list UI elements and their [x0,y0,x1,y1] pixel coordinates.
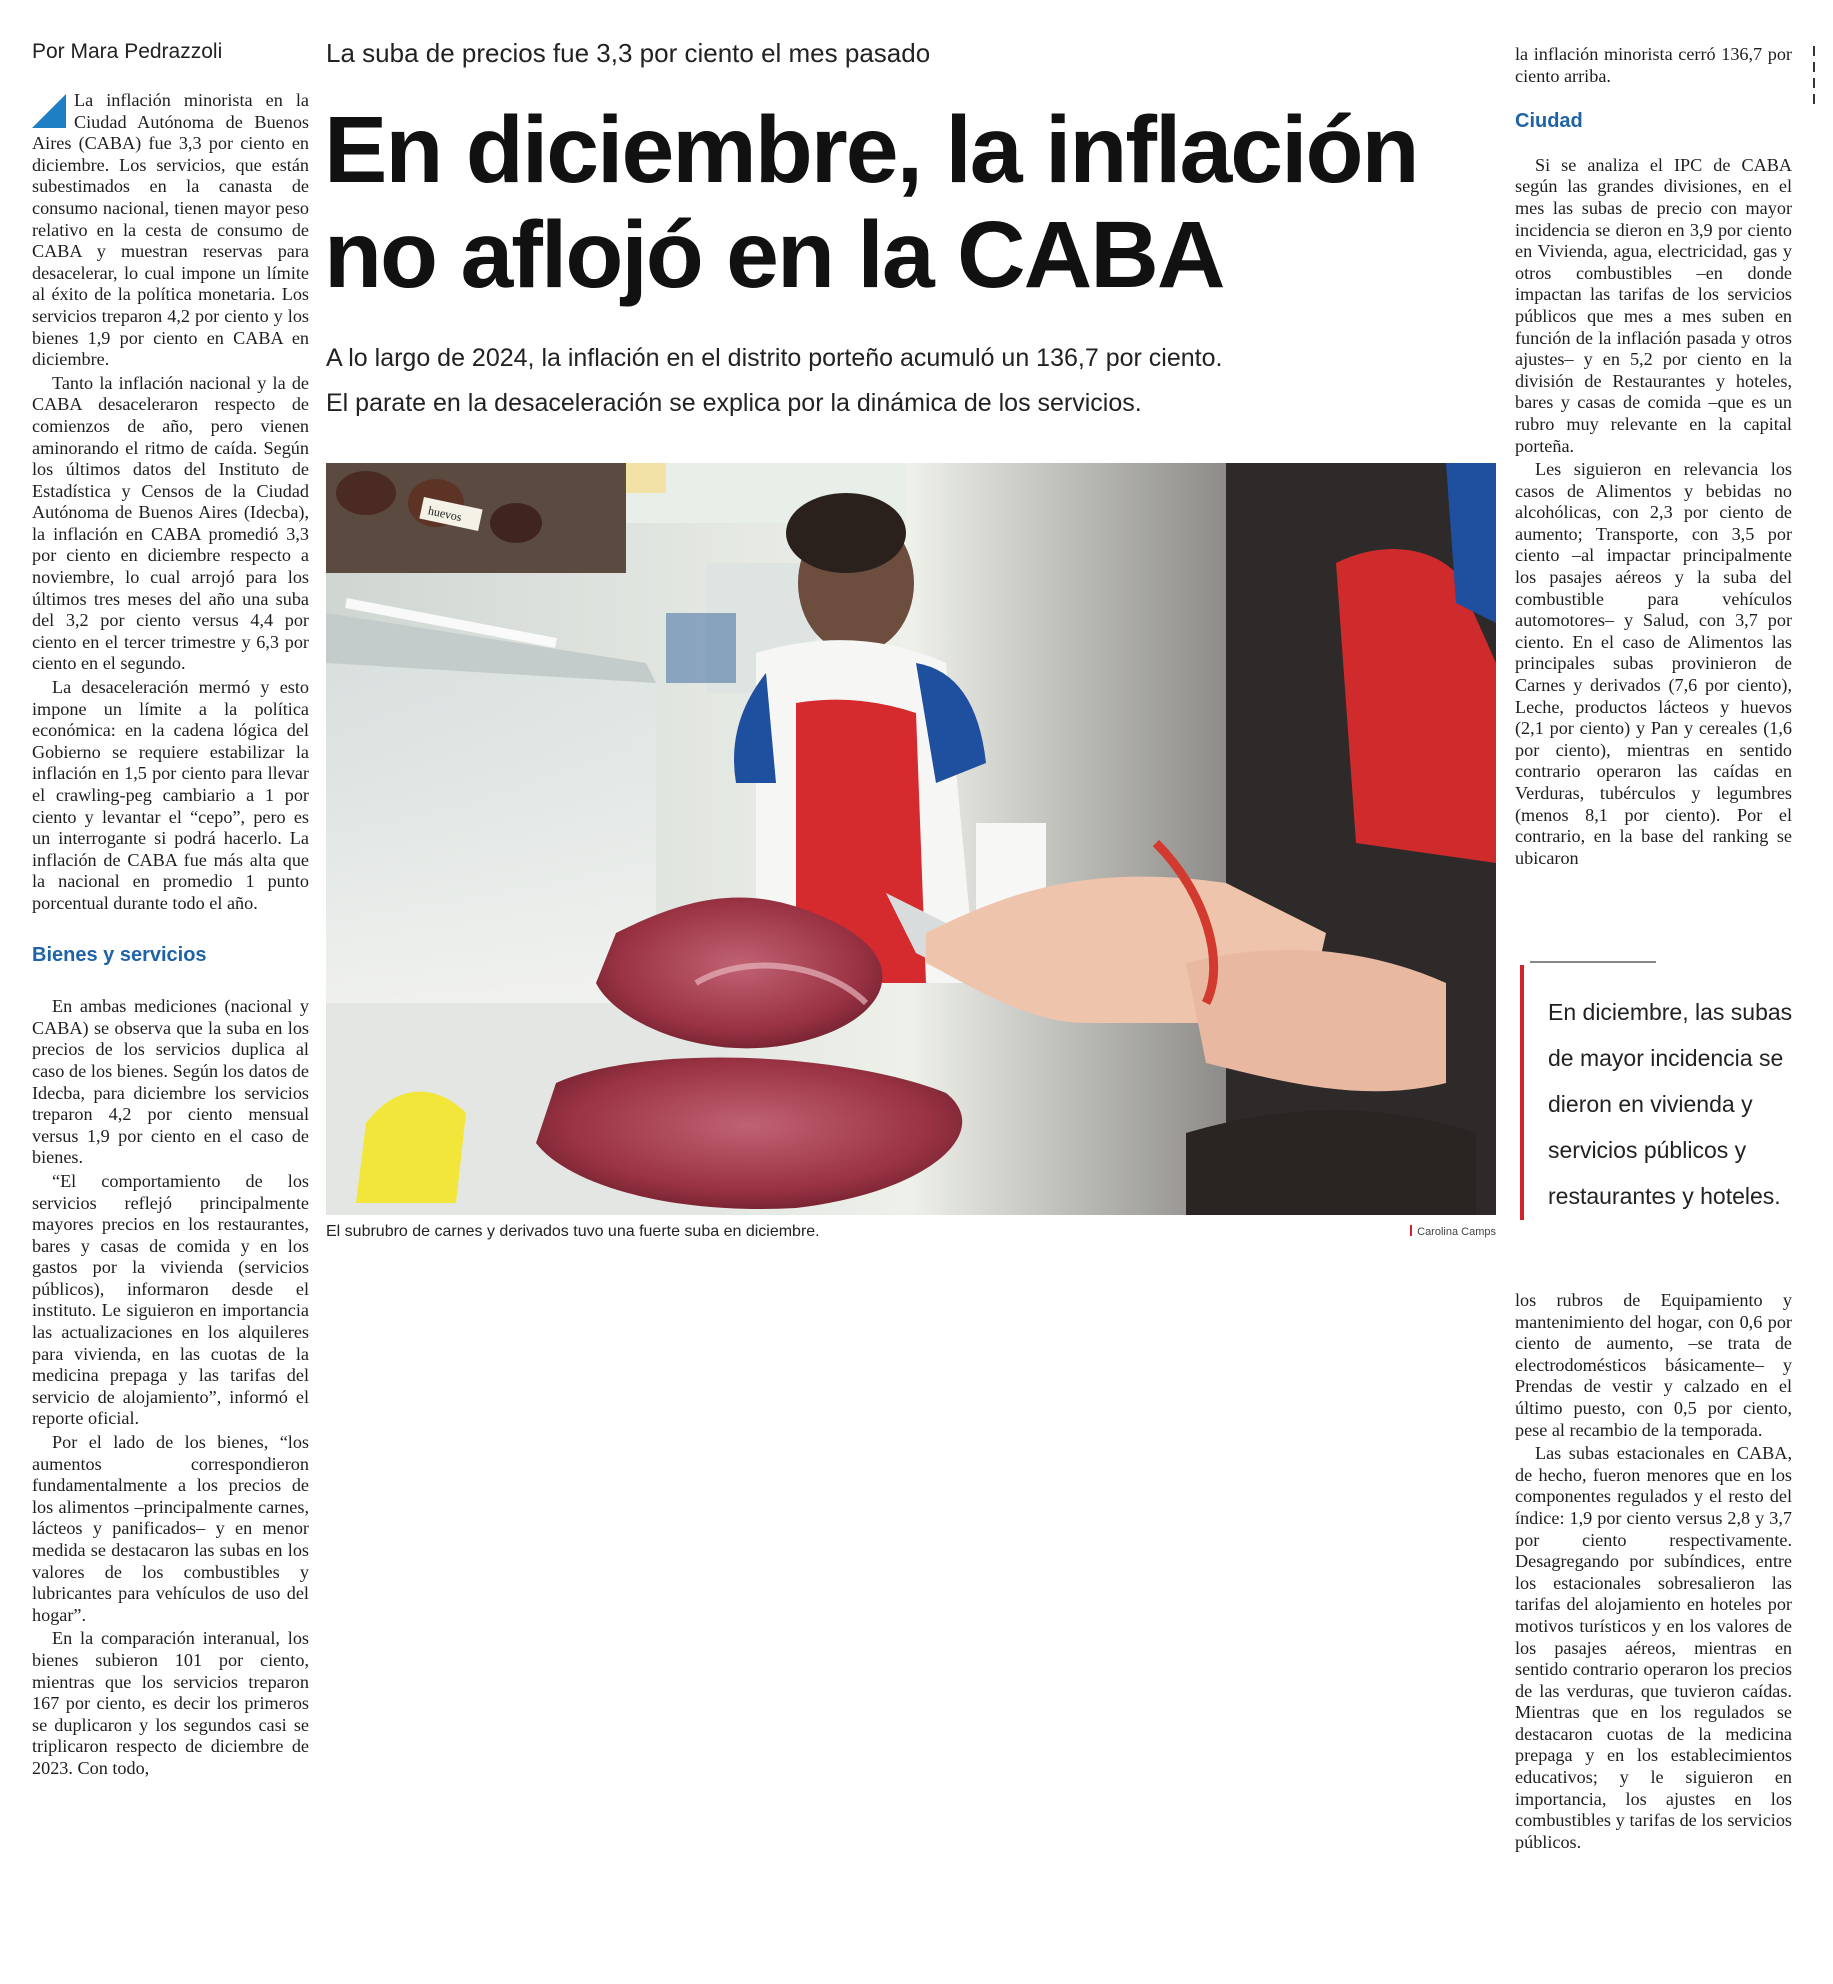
paragraph: En la comparación interanual, los bienes subieron 101 por ciento, mientras que los servicios treparon 167 por ciento, es decir los primeros se duplicaron y los segundos casi se triplicaron respecto de diciembre de 2023. Con todo, [32,1628,309,1778]
lead-paragraph [32,90,309,371]
pullquote-rule [1530,961,1656,963]
paragraph: En ambas mediciones (nacional y CABA) se observa que la suba en los precios de los servicios duplica al caso de los bienes. Según los datos de Idecba, para diciembre los servicios treparon 4,2 por ciento mensual versus 1,9 por ciento en el caso de bienes. [32,996,309,1168]
right-column-top [1515,44,1792,871]
butcher-photo-illustration [326,463,1496,1215]
page-edge-mark [1812,40,1816,130]
photo-credit: Carolina Camps [1410,1225,1496,1238]
drop-mark-icon [32,94,66,128]
section-subhead: Ciudad [1515,110,1583,133]
left-column [32,90,309,1782]
byline: Por Mara Pedrazzoli [32,40,223,63]
paragraph: La desaceleración mermó y esto impone un límite a la política económica: en la cadena lógica del Gobierno se requiere estabilizar la inflación en 1,5 por ciento para llevar el crawling-peg cambiario a 1 por ciento y levantar el “cepo”, pero es un interrogante si podrá hacerlo. La inflación de CABA fue más alta que la nacional en promedio 1 punto porcentual durante todo el año. [32,677,309,913]
pullquote: En diciembre, las subas de mayor incidencia se dieron en vivienda y servicios públicos y restaurantes y hoteles. [1520,965,1800,1220]
paragraph: la inflación minorista cerró 136,7 por ciento arriba. [1515,44,1792,86]
lead-paragraph-text: La inflación minorista en la Ciudad Autónoma de Buenos Aires (CABA) fue 3,3 por ciento en diciembre. Los servicios, que están subestimados en la canasta de consumo nacional, tienen mayor peso relativo en la cesta de consumo de CABA y muestran reservas para desacelerar, lo cual impone un límite al éxito de la política monetaria. Los servicios treparon 4,2 por ciento y los bienes 1,9 por ciento en CABA en diciembre. [32,90,309,370]
paragraph: los rubros de Equipamiento y mantenimiento del hogar, con 0,6 por ciento de aumento, –se trata de electrodomésticos básicamente– y Prendas de vestir y calzado en el último puesto, con 0,5 por ciento, pese al recambio de la temporada. [1515,1290,1792,1440]
paragraph: Les siguieron en relevancia los casos de Alimentos y bebidas no alcohólicas, con 2,3 por ciento de aumento; Transporte, con 3,5 por ciento –al impactar principalmente los pasajes aéreos y la suba del combustible para vehículos automotores– y Salud, con 3,7 por ciento. En el caso de Alimentos las principales subas provinieron de Carnes y derivados (7,6 por ciento), Leche, productos lácteos y huevos (2,1 por ciento) y Pan y cereales (1,6 por ciento), mientras en sentido contrario operaron las caídas en Verduras, tubérculos y legumbres (menos 8,1 por ciento). Por el contrario, en la base del ranking se ubicaron [1515,459,1792,868]
photo-caption [326,1223,1496,1241]
paragraph: Por el lado de los bienes, “los aumentos correspondieron fundamentalmente a los precios de los alimentos –principalmente carnes, lácteos y panificados– y en menor medida se destacaron las subas en los valores de los combustibles y lubricantes para vehículos de uso del hogar”. [32,1432,309,1625]
paragraph: Si se analiza el IPC de CABA según las grandes divisiones, en el mes las subas de precio con mayor incidencia se dieron en 3,9 por ciento en Vivienda, agua, electricidad, gas y otros combustibles –en donde impactan las tarifas de los servicios públicos que mes a mes suben en función de la inflación pasada y otros ajustes– y en 5,2 por ciento en la división de Restaurantes y hoteles, bares y casas de comida –que es un rubro muy relevante en la capital porteña. [1515,154,1792,456]
paragraph: Las subas estacionales en CABA, de hecho, fueron menores que en los componentes regulados y el resto del índice: 1,9 por ciento versus 2,8 y 3,7 por ciento respectivamente. Desagregando por subíndices, entre los estacionales sobresalieron las tarifas del alojamiento en hoteles por motivos turísticos y en los valores de los pasajes aéreos, mientras en sentido contrario operaron los precios de las verduras, que tuvieron caídas. Mientras que en los regulados se destacaron cuotas de la medicina prepaga y en los establecimientos educativos; y le siguieron en importancia, los ajustes en los combustibles y tarifas de los servicios públicos. [1515,1443,1792,1852]
section-subhead: Bienes y servicios [32,943,207,966]
right-column-bottom [1515,1290,1792,1855]
paragraph: Tanto la inflación nacional y la de CABA desaceleraron respecto de comienzos de año, pero vienen aminorando el ritmo de caída. Según los últimos datos del Instituto de Estadística y Censos de la Ciudad Autónoma de Buenos Aires (Idecba), la inflación en CABA promedió 3,3 por ciento en diciembre respecto a noviembre, lo cual arrojó para los últimos tres meses del año una suba del 3,2 por ciento versus 4,4 por ciento en el tercer trimestre y 6,3 por ciento en el segundo. [32,372,309,674]
caption-text: El subrubro de carnes y derivados tuvo una fuerte suba en diciembre. [326,1223,820,1240]
paragraph: “El comportamiento de los servicios reflejó principalmente mayores precios en los restaurantes, bares y casas de comida y en los gastos por la vivienda (servicios públicos), informaron desde el instituto. Le siguieron en importancia las actualizaciones en los alquileres para vivienda, en las cuotas de la medicina prepaga y las tarifas del servicio de alojamiento”, informó el reporte oficial. [32,1170,309,1429]
deck [326,336,1486,426]
headline: En diciembre, la inflación no aflojó en la CABA [324,97,1418,308]
deck-line-2: El parate en la desaceleración se explica por la dinámica de los servicios. [326,389,1142,417]
kicker: La suba de precios fue 3,3 por ciento el mes pasado [326,38,931,68]
egg-sign-text: huevos [426,503,464,525]
article-photo [326,463,1496,1215]
deck-line-1: A lo largo de 2024, la inflación en el distrito porteño acumuló un 136,7 por ciento. [326,344,1223,372]
